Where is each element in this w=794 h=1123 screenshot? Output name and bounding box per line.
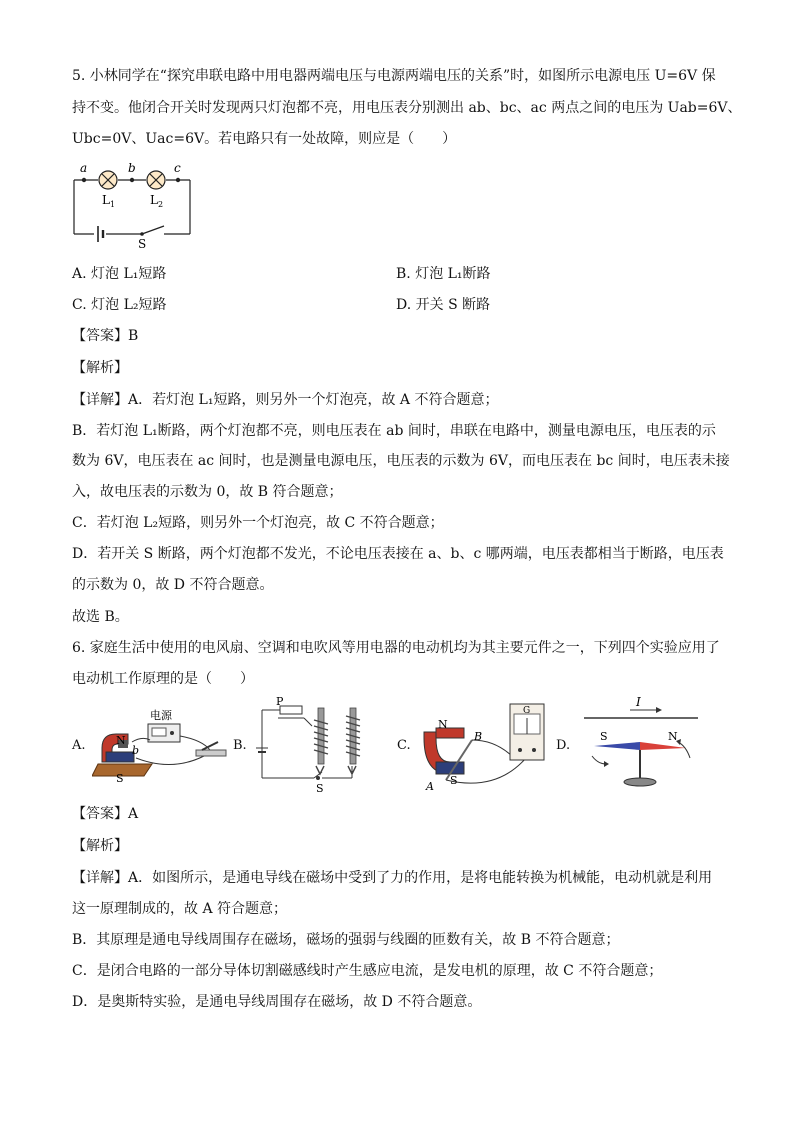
q5-option-d[interactable]: D. 开关 S 断路: [396, 297, 491, 313]
q6-fig-a-power-label: 电源: [150, 709, 172, 722]
q5-detail-line-4: 入，故电压表的示数为 0，故 B 符合题意；: [72, 484, 343, 500]
q5-label-a: a: [80, 162, 88, 175]
q6-fig-c-generator-experiment: [416, 700, 556, 792]
q6-detail-line-4: C．是闭合电路的一部分导体切割磁感线时产生感应电流，是发电机的原理，故 C 不符合题意；: [72, 963, 663, 979]
q5-label-S: S: [138, 237, 147, 250]
q6-fig-c-g-label: G: [523, 706, 531, 716]
q6-fig-a-s-label: S: [116, 772, 124, 785]
q6-fig-c-b-label: B: [474, 730, 483, 743]
q6-detail-line-1: 【详解】A．如图所示，是通电导线在磁场中受到了力的作用，是将电能转换为机械能，电动机就是利用: [72, 870, 713, 886]
q5-detail-line-5: C．若灯泡 L₂短路，则另外一个灯泡亮，故 C 不符合题意；: [72, 515, 444, 531]
q5-option-a[interactable]: A. 灯泡 L₁短路: [72, 266, 167, 282]
q6-detail-line-3: B．其原理是通电导线周围存在磁场，磁场的强弱与线圈的匝数有关，故 B 不符合题意；: [72, 932, 620, 948]
q6-detail-line-2: 这一原理制成的，故 A 符合题意；: [72, 901, 288, 917]
q5-label-c: c: [174, 162, 181, 175]
q6-fig-b-electromagnet: [252, 696, 382, 794]
q5-label-b: b: [128, 162, 136, 175]
q6-fig-b-p-label: P: [276, 696, 284, 708]
q6-fig-b-s-label: S: [316, 782, 324, 794]
q5-detail-line-1: 【详解】A．若灯泡 L₁短路，则另外一个灯泡亮，故 A 不符合题意；: [72, 392, 499, 408]
q6-stem-line-2: 电动机工作原理的是（ ）: [72, 671, 254, 687]
q5-detail-line-6: D．若开关 S 断路，两个灯泡都不发光，不论电压表接在 a、b、c 哪两端，电压表都相当于断路，电压表: [72, 546, 724, 562]
q5-detail-line-8: 故选 B。: [72, 609, 129, 625]
q6-fig-b-label: B.: [233, 738, 247, 753]
q5-answer: 【答案】B: [72, 328, 139, 344]
q6-fig-a-label: A.: [72, 738, 86, 753]
q6-analysis-title: 【解析】: [72, 838, 128, 854]
q5-stem-line-3: Ubc=0V、Uac=6V。若电路只有一处故障，则应是（ ）: [72, 131, 457, 147]
q6-fig-a-motor-experiment: [92, 706, 232, 786]
q6-fig-d-s-label: S: [600, 730, 608, 743]
q6-fig-c-n-label: N: [438, 718, 448, 731]
q5-detail-line-7: 的示数为 0，故 D 不符合题意。: [72, 577, 274, 593]
q5-circuit-diagram: [68, 162, 198, 250]
q5-node-a: [82, 178, 86, 182]
q6-fig-c-label: C.: [397, 738, 411, 753]
q6-stem-line-1: 6. 家庭生活中使用的电风扇、空调和电吹风等用电器的电动机均为其主要元件之一，下列四个实验应用了: [72, 640, 720, 656]
q6-fig-d-n-label: N: [668, 730, 678, 743]
q5-node-b: [130, 178, 134, 182]
q5-analysis-title: 【解析】: [72, 360, 128, 376]
q5-label-L1: $L_1$: [102, 193, 116, 209]
q6-fig-c-s-label: S: [450, 774, 458, 787]
q6-fig-a-n-label: N: [116, 734, 126, 747]
q6-fig-d-oersted-experiment: [580, 696, 704, 792]
q6-fig-d-i-label: I: [636, 696, 641, 709]
q5-option-c[interactable]: C. 灯泡 L₂短路: [72, 297, 167, 313]
q5-stem-line-2: 持不变。他闭合开关时发现两只灯泡都不亮，用电压表分别测出 ab、bc、ac 两点之间的电压为 Uab=6V、: [72, 100, 742, 116]
q5-detail-line-2: B．若灯泡 L₁断路，两个灯泡都不亮，则电压表在 ab 间时，串联在电路中，测量电源电压，电压表的示: [72, 423, 716, 439]
q6-fig-c-a-label: A: [426, 780, 434, 792]
q5-detail-line-3: 数为 6V，电压表在 ac 间时，也是测量电源电压，电压表的示数为 6V，而电压表在 bc 间时，电压表未接: [72, 453, 730, 469]
q6-detail-line-5: D．是奥斯特实验，是通电导线周围存在磁场，故 D 不符合题意。: [72, 994, 482, 1010]
q6-fig-a-b-label: b: [132, 744, 140, 757]
q6-fig-d-label: D.: [556, 738, 571, 753]
q5-node-c: [176, 178, 180, 182]
q5-label-L2: $L_2$: [150, 193, 164, 209]
q5-stem-line-1: 5. 小林同学在“探究串联电路中用电器两端电压与电源两端电压的关系”时，如图所示电源电压 U=6V 保: [72, 68, 716, 84]
q5-option-b[interactable]: B. 灯泡 L₁断路: [396, 266, 491, 282]
q6-answer: 【答案】A: [72, 806, 139, 822]
